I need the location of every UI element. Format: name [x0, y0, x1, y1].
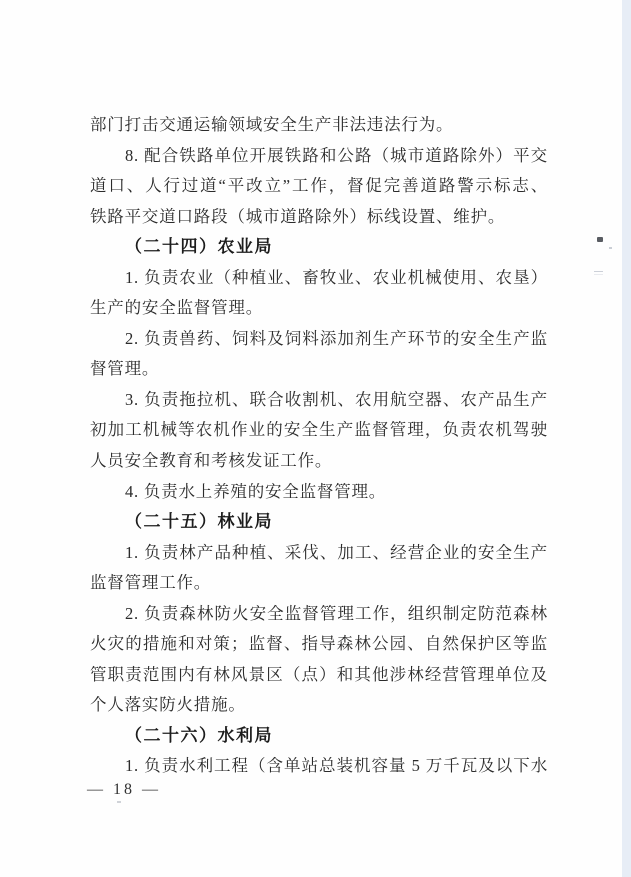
text-line: 生产的安全监督管理。	[90, 298, 263, 318]
text-line: 监督管理工作。	[90, 573, 212, 593]
scan-artifact	[117, 801, 121, 803]
text-line: 人员安全教育和考核发证工作。	[90, 451, 333, 471]
section-heading: （二十六）水利局	[125, 725, 273, 745]
section-heading: （二十五）林业局	[125, 512, 273, 532]
text-line: 部门打击交通运输领域安全生产非法违法行为。	[90, 115, 454, 134]
text-line: 铁路平交道口路段（城市道路除外）标线设置、维护。	[90, 206, 506, 226]
text-line: 道口、人行过道“平改立”工作，督促完善道路警示标志、	[90, 176, 548, 196]
text-line: 3. 负责拖拉机、联合收割机、农用航空器、农产品生产	[125, 389, 548, 409]
scan-edge-strip	[622, 0, 631, 877]
document-body	[90, 110, 548, 782]
text-line: 火灾的措施和对策；监督、指导森林公园、自然保护区等监	[90, 634, 548, 654]
text-line: 督管理。	[90, 359, 160, 379]
text-line: 2. 负责森林防火安全监督管理工作，组织制定防范森林	[125, 603, 548, 623]
text-line: 1. 负责农业（种植业、畜牧业、农业机械使用、农垦）	[125, 267, 548, 287]
text-line: 个人落实防火措施。	[90, 695, 246, 715]
text-line: 1. 负责林产品种植、采伐、加工、经营企业的安全生产	[125, 542, 548, 562]
section-heading: （二十四）农业局	[125, 237, 273, 257]
text-line: 2. 负责兽药、饲料及饲料添加剂生产环节的安全生产监	[125, 328, 548, 348]
text-line: 初加工机械等农机作业的安全生产监督管理，负责农机驾驶	[90, 420, 548, 440]
text-line: 1. 负责水利工程（含单站总装机容量 5 万千瓦及以下水	[125, 756, 548, 776]
scan-artifact	[597, 237, 603, 242]
text-line: 8. 配合铁路单位开展铁路和公路（城市道路除外）平交	[125, 145, 548, 165]
scan-artifact	[594, 271, 603, 277]
scan-artifact	[609, 247, 612, 249]
text-line: 管职责范围内有林风景区（点）和其他涉林经营管理单位及	[90, 664, 548, 684]
page-number: — 18 —	[87, 781, 161, 798]
text-line: 4. 负责水上养殖的安全监督管理。	[125, 481, 387, 501]
